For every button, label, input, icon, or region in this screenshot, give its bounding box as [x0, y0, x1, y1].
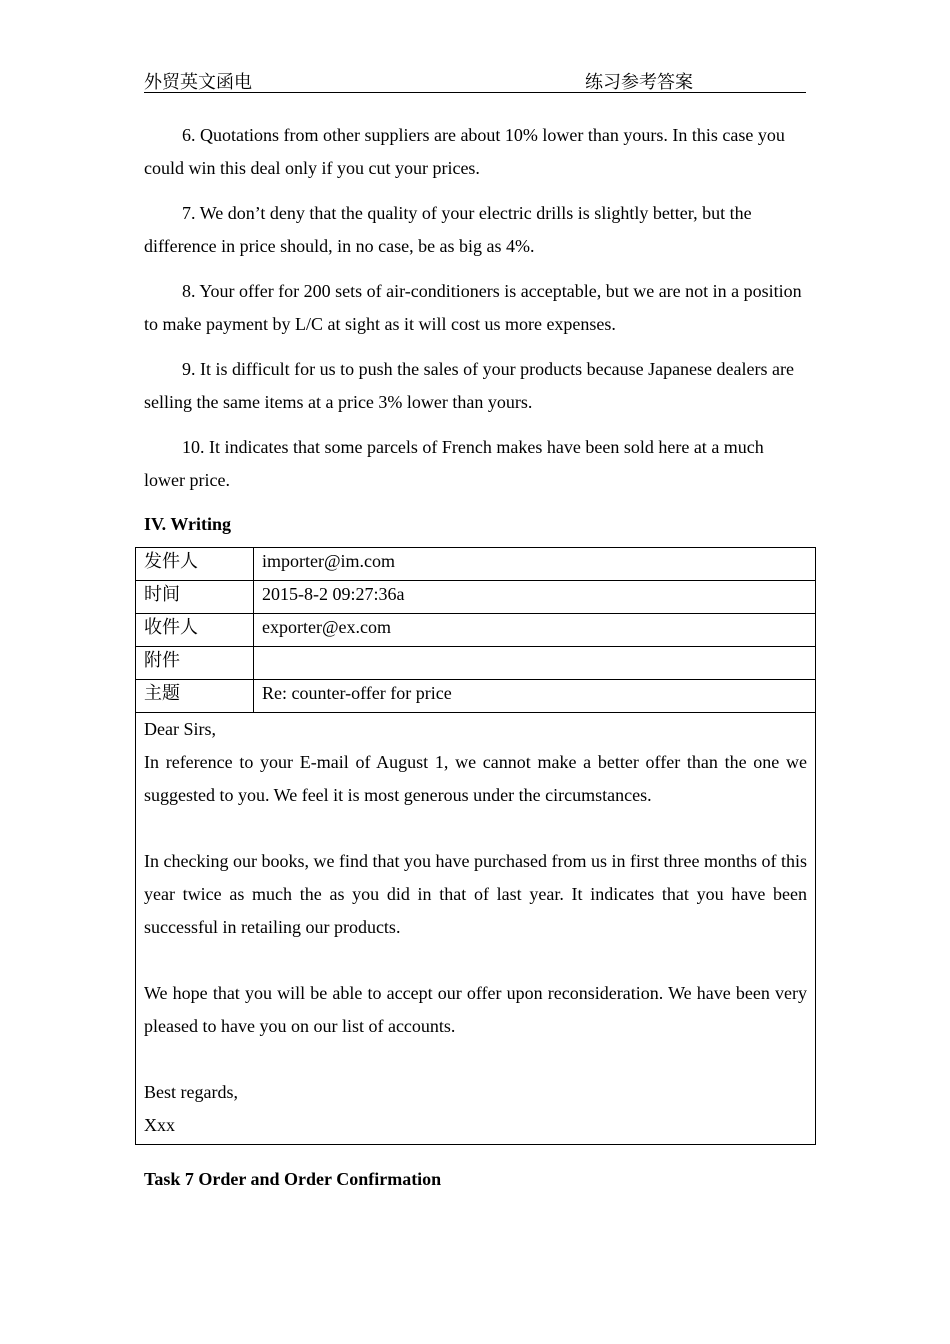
- blank-line: [144, 1043, 807, 1076]
- email-table: [135, 547, 816, 1145]
- email-paragraph: In reference to your E-mail of August 1, we cannot make a better offer than the one we suggested to you. We feel it is most generous under the circumstances.: [144, 752, 807, 805]
- list-item: [144, 119, 806, 185]
- header-book-title: 外贸英文函电: [144, 72, 252, 92]
- section-heading-task: Task 7 Order and Order Confirmation: [144, 1169, 442, 1189]
- table-row: [136, 713, 816, 1145]
- page-header: [144, 68, 806, 93]
- attachment-value: [254, 647, 816, 680]
- table-row: [136, 647, 816, 680]
- item-number: 9.: [182, 359, 196, 379]
- time-value: 2015-8-2 09:27:36a: [254, 581, 816, 614]
- time-label: 时间: [136, 581, 254, 614]
- item-text: It is difficult for us to push the sales of your products because Japanese dealers are selling the same items at a price 3% lower than yours.: [144, 359, 794, 412]
- list-item: [144, 353, 806, 419]
- table-row: [136, 680, 816, 713]
- sender-label: 发件人: [136, 548, 254, 581]
- email-signature: Xxx: [144, 1115, 175, 1135]
- item-number: 8.: [182, 281, 196, 301]
- subject-value: Re: counter-offer for price: [254, 680, 816, 713]
- table-row: [136, 614, 816, 647]
- header-section-title: 练习参考答案: [585, 72, 693, 92]
- blank-line: [144, 944, 807, 977]
- list-item: [144, 197, 806, 263]
- email-salutation: Dear Sirs,: [144, 719, 216, 739]
- email-paragraph: We hope that you will be able to accept our offer upon reconsideration. We have been very pleased to have you on our list of accounts.: [144, 983, 807, 1036]
- list-item: [144, 431, 806, 497]
- item-number: 7.: [182, 203, 196, 223]
- item-text: We don’t deny that the quality of your electric drills is slightly better, but the difference in price should, in no case, be as big as 4%.: [144, 203, 752, 256]
- attachment-label: 附件: [136, 647, 254, 680]
- table-row: [136, 581, 816, 614]
- email-paragraph: In checking our books, we find that you have purchased from us in first three months of this year twice as much the as you did in that of last year. It indicates that you have been successful in retailing our products.: [144, 851, 807, 937]
- item-text: Quotations from other suppliers are about 10% lower than yours. In this case you could win this deal only if you cut your prices.: [144, 125, 785, 178]
- recipient-label: 收件人: [136, 614, 254, 647]
- email-closing: Best regards,: [144, 1082, 238, 1102]
- item-number: 6.: [182, 125, 196, 145]
- item-text: Your offer for 200 sets of air-conditioners is acceptable, but we are not in a position to make payment by L/C at sight as it will cost us more expenses.: [144, 281, 802, 334]
- table-row: [136, 548, 816, 581]
- item-text: It indicates that some parcels of French makes have been sold here at a much lower price.: [144, 437, 764, 490]
- blank-line: [144, 812, 807, 845]
- subject-label: 主题: [136, 680, 254, 713]
- email-body: [136, 713, 816, 1145]
- item-number: 10.: [182, 437, 205, 457]
- section-heading-writing: IV. Writing: [144, 514, 232, 534]
- recipient-value: exporter@ex.com: [254, 614, 816, 647]
- list-item: [144, 275, 806, 341]
- sender-value: importer@im.com: [254, 548, 816, 581]
